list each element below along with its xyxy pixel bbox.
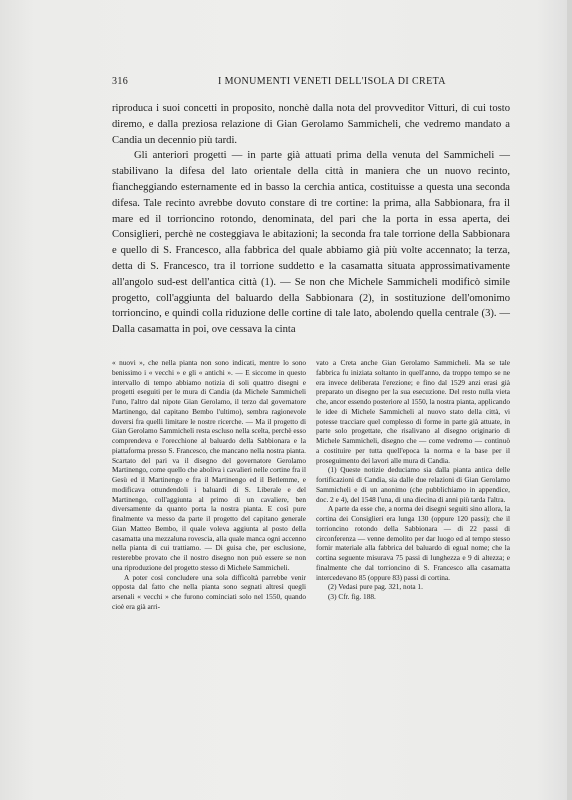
footnotes bbox=[112, 358, 510, 612]
footnotes-right-column bbox=[316, 358, 510, 612]
running-header bbox=[112, 76, 510, 88]
footnote-paragraph: A parte da esse che, a norma dei disegni seguiti sino allora, la cortina dei Consiglieri era lunga 130 (oppure 120 passi); che il torrioncino rotondo della Sabbionara — di 22 passi di circonferenza — venne demolito per dar luogo ed al tempo stesso fornir materiale alla fabbrica del baluardo di egual nome; che la cortina seguente misurava 75 passi di lunghezza e 9 di altezza; e finalmente che dal torrioncino di S. Francesco alla casamatta intercedevano 85 (oppure 83) passi di cortina. bbox=[316, 504, 510, 582]
running-title: I MONUMENTI VENETI DELL'ISOLA DI CRETA bbox=[218, 76, 446, 87]
footnote-paragraph: vato a Creta anche Gian Gerolamo Sammicheli. Ma se tale fabbrica fu iniziata soltanto in quell'anno, da troppo tempo se ne era invece deliberata l'erezione; e fino dal 1529 anzi erasi già preparato un disegno per la sua esecuzione. Del resto nulla vieta che, ancor essendo posteriore al 1550, la nostra pianta, applicando le idee di Michele Sammicheli al nuovo stato della città, vi potesse tracciare quel complesso di forme in parte già attuate, in parte solo progettate, che risalivano al disegno originario di Michele Sammicheli, disegno che — come vedremo — continuò a costituire per tutta quell'epoca la norma e la base per il proseguimento dei lavori alle mura di Candia. bbox=[316, 358, 510, 465]
footnote-paragraph: A poter così concludere una sola difficoltà parrebbe venir opposta dal fatto che nella pianta sono segnati altresì quegli arsenali « vecchi » che furono cominciati solo nel 1550, quando cioè era già arri- bbox=[112, 572, 306, 611]
footnote-2: (2) Vedasi pure pag. 321, nota 1. bbox=[328, 582, 423, 592]
page-edge bbox=[567, 0, 572, 800]
page-number: 316 bbox=[112, 76, 129, 87]
footnote-1: (1) Queste notizie deduciamo sia dalla pianta antica delle fortificazioni di Candia, sia dalle due relazioni di Gian Gerolamo Sammicheli e di un anonimo (che pubblichiamo in appendice, doc. 2 e 4), del 1548 l'una, di una diecina di anni più tarda l'altra. bbox=[316, 465, 510, 504]
footnotes-left-column bbox=[112, 358, 306, 612]
main-paragraph: riproduca i suoi concetti in proposito, nonchè dalla nota del provveditor Vitturi, di cui tosto diremo, e dalla preziosa relazione di Gian Gerolamo Sammicheli, che vedremo mandato a Candia un decennio più tardi. bbox=[112, 103, 510, 146]
main-paragraph: Gli anteriori progetti — in parte già attuati prima della venuta del Sammicheli — stabilivano la difesa del lato orientale della città in maniera che un nuovo recinto, fiancheggiando esternamente ed in basso la cerchia antica, costituisse a questa una seconda difesa. Tale recinto avrebbe dovuto constare di tre cortine: la prima, alla Sabbionara, fra il mare ed il torrioncino rotondo, denominata, del pari che la porta in essa aperta, dei Consiglieri, perchè ne costeggiava le abitazioni; la seconda fra tale torrione della Sabbionara e quello di S. Francesco, alla fabbrica del quale abbiamo già più volte accennato; la terza, detta di S. Francesco, tra il torrione suddetto e la casamatta situata approssimativamente all'angolo sud-est dell'antica città (1). — Se non che Michele Sammicheli modificò simile progetto, coll'aggiunta del baluardo della Sabbionara (2), in sostituzione dell'omonimo torrioncino, e quindi colla riduzione delle cortine di tale lato, abolendo quella centrale (3). — Dalla casamatta in poi, ove cessava la cinta bbox=[112, 150, 510, 336]
footnote-3: (3) Cfr. fig. 188. bbox=[328, 592, 376, 601]
main-text bbox=[112, 101, 510, 338]
footnote-paragraph: « nuovi », che nella pianta non sono indicati, mentre lo sono benissimo i « vecchi » e gli « antichi ». — E siccome in questo intervallo di tempo abbiamo notizia di soli quattro disegni e progetti eseguiti per le mura di Candia (da Michele Sammicheli l'uno, l'altro dal nipote Gian Gerolamo, il terzo dal governatore Martinengo, dal capitano Bembo l'ultimo), sembra ragionevole doversi fra quelli limitare le nostre ricerche. — Ma il progetto di Gian Gerolamo Sammicheli resta escluso nella scelta, perchè esso comprendeva e l'orecchione al baluardo della Sabbionara e la piattaforma presso S. Francesco, che mancano nella nostra pianta. Scartato del pari va il disegno del governatore Gerolamo Martinengo, come quello che aboliva i cavalieri nelle cortine fra il Gesù ed il Martinengo e fra il Martinengo ed il Betlemme, e modificava ottundendoli i baluardi di S. Liberale e del Martinengo, coll'aggiunta al primo di un cavaliere, ben diversamente da quanto porta la nostra pianta. E così pure finalmente va messo da parte il progetto del capitano generale Gian Matteo Bembo, il quale voleva aggiunta al posto della casamatta una mezzaluna rovescia, alla quale manca ogni accenno nella pianta di cui trattiamo. — Di guisa che, per esclusione, resterebbe provato che il nostro disegno non può essere se non una riproduzione del progetto stesso di Michele Sammicheli. bbox=[112, 358, 306, 572]
